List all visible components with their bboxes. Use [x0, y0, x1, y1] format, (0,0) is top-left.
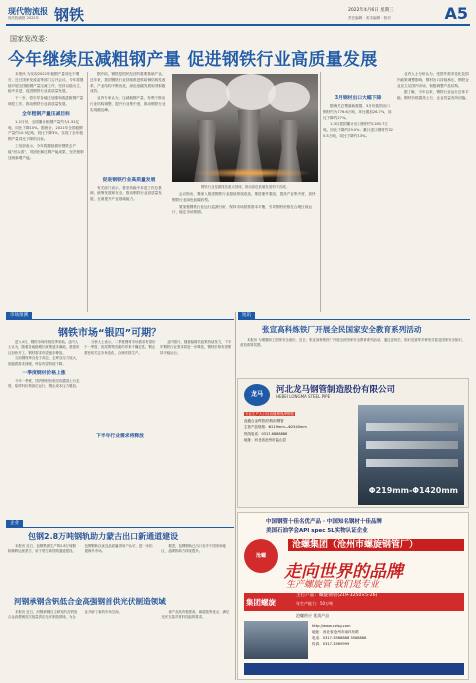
- lead-paragraph: 据介绍，钢铁是国民经济的重要基础产业。近年来，我国钢铁行业持续推进供给侧结构性改革，产业结构不断优化，绿色低碳发展取得积极成效。: [90, 72, 166, 94]
- longma-line: 专业生产大口径直缝埋弧焊钢管: [245, 412, 294, 416]
- newspaper-logo: 现代物流报: [8, 6, 48, 16]
- issue-date: 2022年4月6日 星期三: [348, 8, 394, 13]
- market-headline[interactable]: 钢铁市场“银四”可期？: [58, 328, 162, 339]
- newspaper-subtitle: 现代物流报 2022年: [8, 16, 40, 20]
- canglu-address: 地址：河北省沧州市南环东路: [312, 630, 359, 634]
- lead-paragraph: 本报讯 为实现2022年粗钢产量同比不增长，近日国家发改委等部门召开会议。今年将继续开展全国粗钢产量压减工作，坚持以稳为主、稳中求进，促进钢铁行业高质量发展。: [8, 72, 84, 94]
- lead-paragraph: 据了解，今年以来，钢铁行业运行总体平稳，钢材价格震荡上行，企业效益有所回落。: [397, 90, 469, 101]
- steam-cloud: [186, 78, 230, 112]
- enterprise-paragraph: 本报讯 近日，河钢承钢自主研发的含钒低合金高强钢首次批量供应光伏制造领域，为企业开辟了新的市场空间。: [8, 610, 122, 620]
- canglu-group-band: 沧螺集团（沧州市螺旋钢管厂）: [288, 539, 464, 551]
- lead-subhead-2: 促进钢铁行业高质量发展: [102, 177, 156, 183]
- market-section-tag: 市场预测: [6, 312, 32, 320]
- enterprise-body-1: [8, 544, 232, 590]
- longma-logo: 龙马: [244, 384, 270, 406]
- market-subhead-1: 一季度钢材价格上涨: [22, 371, 66, 377]
- lead-paragraph: 业内人士分析认为，受国外需求变化及国内政策调整影响，钢材出口持续承压，钢铁企业应立足国内市场，积极调整产品结构。: [397, 72, 469, 88]
- enterprise-headline-2[interactable]: 河钢承钢含钒低合金高强钢首供光伏制造领域: [14, 597, 166, 606]
- power-plant-photo: [172, 74, 318, 182]
- lead-headline[interactable]: 今年继续压减粗钢产量 促进钢铁行业高质量发展: [8, 50, 378, 70]
- enterprise-body-2: [8, 610, 232, 680]
- column-divider: [87, 72, 88, 312]
- lead-paragraph: 下一步，将引导各地区加强和改进粗钢产量调控工作，推动钢铁行业高质量发展。: [8, 96, 84, 106]
- canglu-contact: [312, 623, 462, 647]
- canglu-group-name: 集团螺旋: [246, 598, 276, 607]
- longma-advertisement[interactable]: [237, 378, 469, 508]
- canglu-bottom-bar: [244, 663, 464, 675]
- brief-section-bar: [238, 312, 470, 320]
- canglu-website[interactable]: http://www.czlsg.com: [312, 624, 351, 628]
- steel-pipe-image: [358, 405, 464, 505]
- lead-paragraph: 1-3月我国累计出口钢材约1185.7万吨，同比下降约29.5%；累计进口钢材约325.5万吨，同比下降约13%。: [323, 122, 393, 138]
- lead-paragraph: 据海关总署最新数据，3月份我国出口钢材约为776.6万吨，环比增加26.7%，同比下降约27%。: [323, 104, 392, 120]
- lead-column-2: [90, 72, 168, 312]
- factory-photo: [244, 621, 308, 659]
- brief-section-tag: 短讯: [238, 312, 255, 320]
- canglu-product-line: 主打产品：螺旋钢管(219-3250×5-26): [296, 593, 378, 598]
- masthead: [6, 4, 470, 26]
- education-headline[interactable]: 张宣高科炼铁厂开展全民国家安全教育系列活动: [262, 325, 422, 334]
- longma-line: 主营产品规格：Φ219mm—Φ2540mm: [244, 425, 307, 429]
- lead-column-4: [323, 72, 393, 312]
- pipe-spec: Φ219mm-Φ1420mm: [368, 486, 458, 495]
- market-paragraph: 进入4月，钢铁市场传统旺季来临。业内人士认为，随着各地稳增长政策逐步落地，基建项目加快开工，钢材需求有望逐步释放。: [8, 340, 80, 355]
- lead-column-3: [172, 192, 318, 312]
- column-divider: [235, 312, 236, 680]
- education-paragraph: 本报讯 为增强职工国家安全意识，近日，张宣高科炼铁厂开展全民国家安全教育系列活动，通过宣传栏、知识竞赛等多种形式普及国家安全知识，营造浓厚氛围。: [240, 338, 466, 348]
- canglu-award-line-1: 中国钢管十佳名优产品 · 中国知名钢材十佳品牌: [266, 519, 382, 525]
- steam-cloud: [268, 82, 310, 112]
- market-column-2: [84, 340, 156, 520]
- enterprise-headline-1[interactable]: 包钢2.8万吨钢轨助力蒙古出口新通道建设: [28, 532, 179, 541]
- canglu-fax: 传真：0317-3569999: [312, 642, 350, 646]
- canglu-logo: 沧螺: [244, 539, 278, 573]
- market-paragraph: 分析人士表示，二季度钢材市场需求有望好于一季度，但疫情等因素仍带来不确定性。钢企需密切关注市场变化，合理安排生产。: [84, 340, 156, 355]
- lead-subhead-3: 3月钢材出口大幅下降: [334, 96, 382, 101]
- market-column-1: [8, 340, 80, 520]
- canglu-supply-line: 沧螺供应 优质产品: [296, 613, 330, 618]
- canglu-capacity-line: 年生产能力：50万吨: [296, 601, 334, 606]
- editor-credits: 责任编辑 · 美术编辑 · 校对: [348, 16, 391, 20]
- enterprise-paragraph: 本报讯 近日，包钢集团生产的2.8万吨钢轨顺利运抵蒙古，用于蒙古新铁路通道建设。包钢钢轨以优良品质赢得用户认可，进一步拓展海外市场。: [8, 544, 153, 554]
- lead-paragraph: 1-2月份，全国累计粗钢产量约为1.52亿吨，同比下降10%。据统计，2021年全国粗钢产量约10.3亿吨，同比下降3%，实现了全年粗钢产量同比下降的目标。: [8, 119, 83, 142]
- lead-column-5: [397, 72, 469, 312]
- lead-kicker: 国家发改委：: [10, 35, 52, 43]
- column-divider: [320, 72, 321, 312]
- longma-line: 直缝合金焊管/结构用钢管: [244, 418, 284, 423]
- market-paragraph: 今年一季度，国内钢材价格呈现震荡上行态势，原材料价格高位运行，钢企成本压力增加。: [8, 379, 80, 389]
- lead-paragraph: 工信部表示，今年将继续做好钢铁去产能“回头看”，巩固化解过剩产能成果，坚决遏制违规新增产能。: [8, 143, 84, 160]
- longma-details: [244, 411, 354, 444]
- page-number: A5: [444, 4, 468, 23]
- market-section-bar: [6, 312, 234, 320]
- lead-paragraph: 业内专家认为，压减粗钢产量，有利于推动行业结构调整，提升行业集中度，推动钢铁行业实现碳达峰。: [90, 96, 166, 112]
- canglu-slogan-sub: 生产螺旋管 我们是专业: [286, 580, 379, 590]
- enterprise-paragraph: 该产品具有强度高、耐腐蚀等优点，满足光伏支架对材料性能的要求。: [161, 610, 230, 620]
- canglu-award-line-2: 美国石油学会API spec 5L实物认证企业: [266, 528, 368, 534]
- longma-line: 地址：河北省沧州市盐山县: [244, 438, 286, 442]
- lead-subhead-1: 全年粗钢产量压减目标: [22, 111, 70, 117]
- lead-paragraph: 会议指出，要深入推进钢铁行业超低排放改造，推进兼并重组，提高产业集中度，加快钢铁行业绿色低碳转型。: [172, 192, 316, 202]
- canglu-phone: 电话：0317-3568888 3568888: [312, 636, 367, 640]
- industrial-glow: [192, 168, 312, 178]
- enterprise-section-tag: 企业: [6, 520, 23, 528]
- lead-paragraph: 有关部门表示，将坚持稳中求进工作总基调，统筹发展和安全，推动钢铁行业高质量发展，全面提升产业基础能力。: [90, 185, 162, 202]
- enterprise-section-bar: [6, 520, 234, 528]
- lead-column-1: [8, 72, 84, 312]
- enterprise-paragraph: 据悉，包钢钢轨已出口至多个国家和地区，品牌影响力持续提升。: [161, 544, 226, 554]
- market-paragraph: 业内预计，随着稳增长政策持续发力，下半年钢铁行业需求将进一步释放，钢材价格有望保持平稳运行。: [160, 340, 232, 355]
- longma-company-name: 河北龙马钢管制造股份有限公司: [276, 385, 396, 395]
- photo-caption: 钢铁行业是碳排放重点领域，推动绿色低碳发展刻不容缓。: [200, 185, 290, 189]
- market-paragraph: 当前钢材库存处于高位，去库存压力较大，但随着需求回暖，库存有望持续下降。: [8, 356, 80, 366]
- canglu-advertisement[interactable]: [237, 512, 469, 680]
- education-body: [240, 338, 468, 376]
- longma-english-name: HEBEI LONGMA STEEL PIPE: [276, 394, 331, 399]
- longma-line: 热线电话：0317-6888888: [244, 431, 288, 436]
- lead-paragraph: 要加强钢铁行业运行监测分析，保持市场供需基本平衡，引导钢材价格在合理区间运行，稳定市场预期。: [172, 204, 312, 215]
- section-title: 钢铁: [54, 6, 85, 24]
- canglu-slogan: 走向世界的品牌: [284, 562, 403, 582]
- market-column-3: [160, 340, 232, 520]
- market-subhead-2: 下半年行业需求将释放: [96, 434, 144, 440]
